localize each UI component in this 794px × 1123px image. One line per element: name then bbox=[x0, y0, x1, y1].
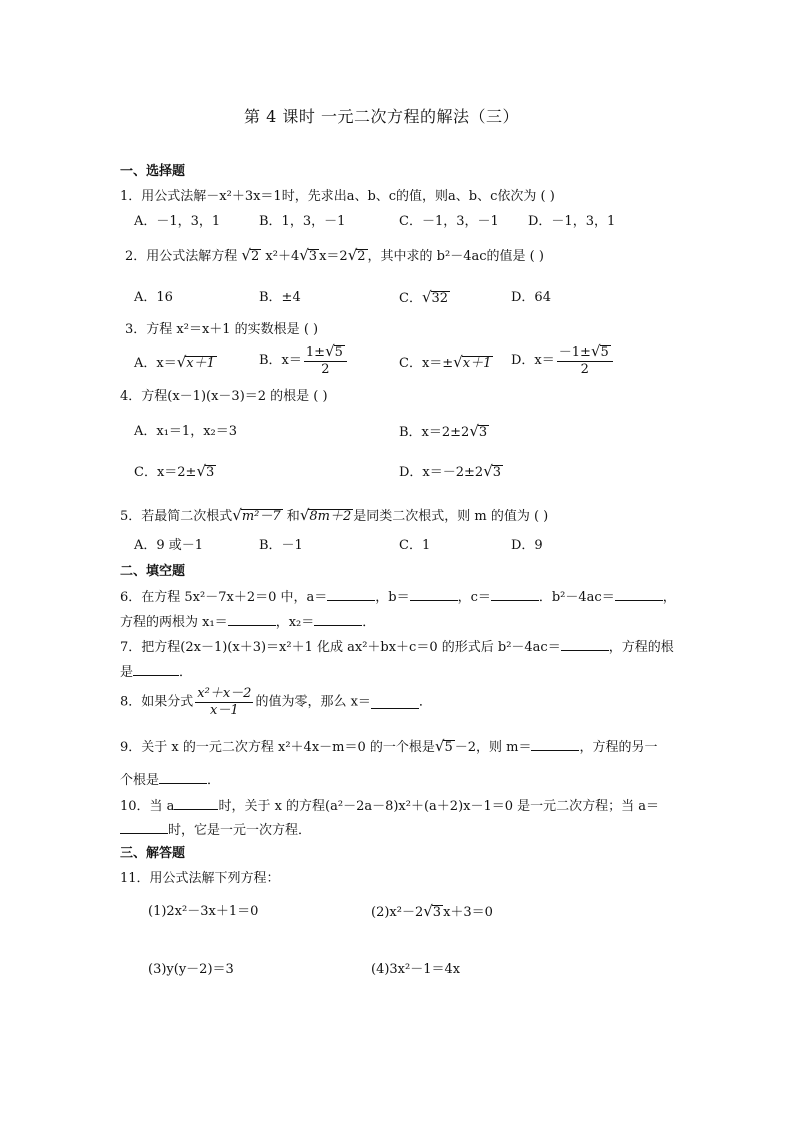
q4-option-b: B．x＝2±2√3 bbox=[399, 422, 488, 440]
question-2-stem: 2．用公式法解方程 √2 x²＋4√3 x＝2√2 ，其中求的 b²－4ac的值是 ( ) bbox=[125, 246, 544, 264]
q2-option-a: A．16 bbox=[134, 290, 173, 305]
section-heading-solve: 三、解答题 bbox=[120, 846, 186, 861]
q5-option-a: A．9 或－1 bbox=[134, 538, 204, 553]
question-9-line-2: 个根是 ． bbox=[120, 773, 221, 788]
q1-option-a: A．－1，3，1 bbox=[134, 214, 221, 229]
question-11-stem: 11．用公式法解下列方程： bbox=[120, 871, 280, 886]
question-7-line-2: 是 ． bbox=[120, 665, 193, 680]
q3-option-c: C．x＝±√x＋1 bbox=[399, 353, 492, 371]
section-heading-fill: 二、填空题 bbox=[120, 564, 186, 579]
q11-item-4: (4)3x²－1＝4x bbox=[371, 962, 461, 977]
q4-option-d: D．x＝－2±2√3 bbox=[399, 462, 502, 480]
section-heading-choice: 一、选择题 bbox=[120, 164, 186, 179]
question-4-stem: 4．方程(x－1)(x－3)＝2 的根是 ( ) bbox=[120, 389, 328, 404]
q1-option-c: C．－1，3，－1 bbox=[399, 214, 499, 229]
q5-option-b: B．－1 bbox=[259, 538, 303, 553]
q5-option-c: C．1 bbox=[399, 538, 431, 553]
q1-option-b: B．1，3，－1 bbox=[259, 214, 346, 229]
q11-item-2: (2)x²－2√3 x＋3＝0 bbox=[371, 902, 493, 920]
question-5-stem: 5．若最简二次根式√m²－7 和√8m＋2 是同类二次根式，则 m 的值为 ( ) bbox=[120, 506, 549, 524]
q4-option-a: A．x₁＝1，x₂＝3 bbox=[134, 424, 238, 439]
q2-option-b: B．±4 bbox=[259, 290, 301, 305]
question-7-line-1: 7．把方程(2x－1)(x＋3)＝x²＋1 化成 ax²＋bx＋c＝0 的形式后 b²－4ac＝ ，方程的根 bbox=[120, 640, 674, 655]
q2-option-d: D．64 bbox=[511, 290, 551, 305]
q3-option-d: D．x＝ $\frac{-1\pm√5}{2}$ bbox=[511, 344, 615, 378]
q2-option-c: C．√32 bbox=[399, 288, 449, 306]
q4-option-c: C．x＝2±√3 bbox=[134, 462, 215, 480]
question-3-stem: 3．方程 x²＝x＋1 的实数根是 ( ) bbox=[125, 322, 319, 337]
page-title: 第 4 课时 一元二次方程的解法（三） bbox=[244, 107, 519, 126]
question-1-stem: 1．用公式法解－x²＋3x＝1时，先求出a、b、c的值，则a、b、c依次为 ( ) bbox=[120, 189, 555, 204]
q11-item-1: (1)2x²－3x＋1＝0 bbox=[148, 904, 259, 919]
q3-option-b: B．x＝ $\frac{1\pm√5}{2}$ bbox=[259, 344, 349, 378]
q5-option-d: D．9 bbox=[511, 538, 543, 553]
question-10-line-1: 10．当 a 时，关于 x 的方程(a²－2a－8)x²＋(a＋2)x－1＝0 是一元二次方程；当 a＝ bbox=[120, 799, 660, 814]
question-10-line-2: 时，它是一元一次方程． bbox=[120, 821, 311, 839]
question-6-line-1: 6．在方程 5x²－7x＋2＝0 中，a＝ ，b＝ ，c＝ ．b²－4ac＝ ， bbox=[120, 590, 676, 605]
question-8: 8．如果分式 $\frac{\text{x²＋x－2}}{x-1}$ 的值为零，那么 x＝ ． bbox=[120, 686, 432, 718]
q1-option-d: D．－1，3，1 bbox=[528, 214, 616, 229]
question-9-line-1: 9．关于 x 的一元二次方程 x²＋4x－m＝0 的一个根是√5 －2，则 m＝ ，方程的另一 bbox=[120, 737, 658, 755]
question-6-line-2: 方程的两根为 x₁＝ ，x₂＝ ． bbox=[120, 615, 376, 630]
q11-item-3: (3)y(y－2)＝3 bbox=[148, 962, 234, 977]
q3-option-a: A．x＝√x＋1 bbox=[134, 353, 215, 371]
